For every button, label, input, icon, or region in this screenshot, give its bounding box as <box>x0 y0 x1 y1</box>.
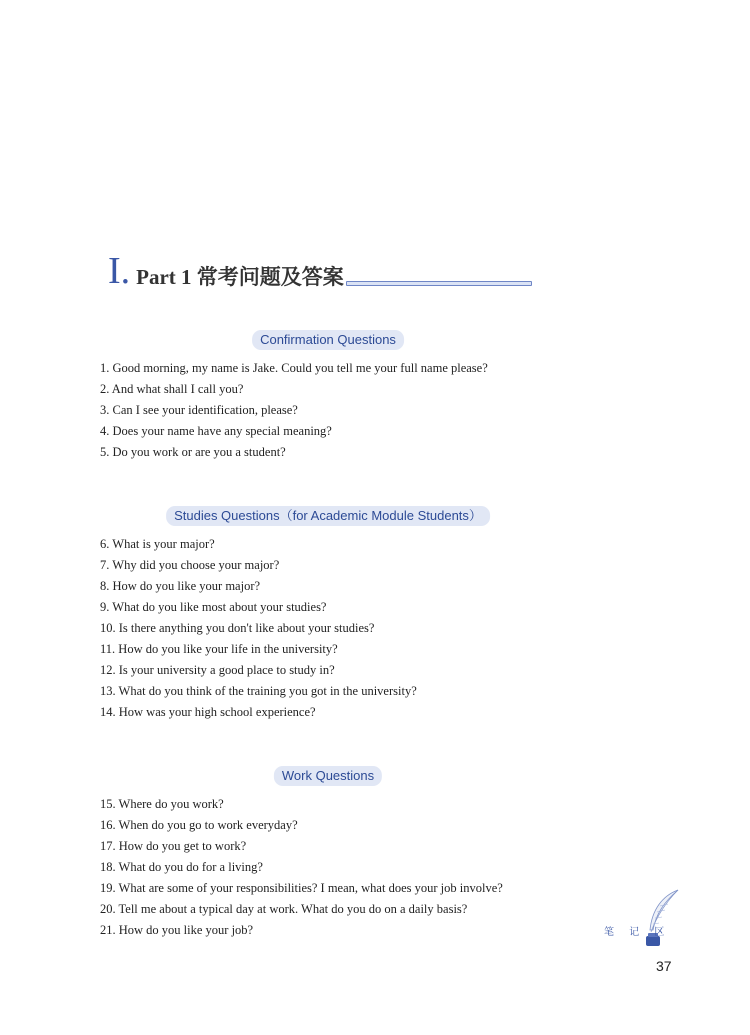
list-item: 18. What do you do for a living? <box>100 860 263 874</box>
list-item: 3. Can I see your identification, please? <box>100 403 298 417</box>
list-item: 8. How do you like your major? <box>100 579 261 593</box>
question-list-work <box>100 794 503 941</box>
list-item: 21. How do you like your job? <box>100 923 254 937</box>
list-item: 20. Tell me about a typical day at work. What do you do on a daily basis? <box>100 902 468 916</box>
list-item: 17. How do you get to work? <box>100 839 247 853</box>
page-number: 37 <box>656 958 672 974</box>
list-item: 5. Do you work or are you a student? <box>100 445 286 459</box>
group-label-studies: Studies Questions（for Academic Module Students） <box>166 506 490 526</box>
question-list-studies <box>100 534 417 723</box>
list-item: 12. Is your university a good place to study in? <box>100 663 335 677</box>
list-item: 10. Is there anything you don't like about your studies? <box>100 621 375 635</box>
quill-pen-icon <box>600 888 682 950</box>
question-list-confirmation <box>100 358 488 463</box>
group-label-confirmation: Confirmation Questions <box>252 330 404 350</box>
notes-label: 笔 记 区 <box>604 927 671 938</box>
list-item: 19. What are some of your responsibilities? I mean, what does your job involve? <box>100 881 503 895</box>
list-item: 1. Good morning, my name is Jake. Could you tell me your full name please? <box>100 361 488 375</box>
list-item: 14. How was your high school experience? <box>100 705 316 719</box>
section-title-text: Part 1 常考问题及答案 <box>136 265 344 289</box>
list-item: 15. Where do you work? <box>100 797 224 811</box>
group-label-work: Work Questions <box>274 766 382 786</box>
list-item: 11. How do you like your life in the university? <box>100 642 338 656</box>
section-title <box>108 250 532 290</box>
list-item: 4. Does your name have any special meaning? <box>100 424 332 438</box>
list-item: 9. What do you like most about your studies? <box>100 600 327 614</box>
list-item: 7. Why did you choose your major? <box>100 558 280 572</box>
title-underline <box>346 281 532 286</box>
list-item: 13. What do you think of the training you got in the university? <box>100 684 417 698</box>
notes-area <box>600 888 682 950</box>
section-numeral: I. <box>108 250 131 292</box>
list-item: 2. And what shall I call you? <box>100 382 244 396</box>
list-item: 6. What is your major? <box>100 537 215 551</box>
list-item: 16. When do you go to work everyday? <box>100 818 298 832</box>
